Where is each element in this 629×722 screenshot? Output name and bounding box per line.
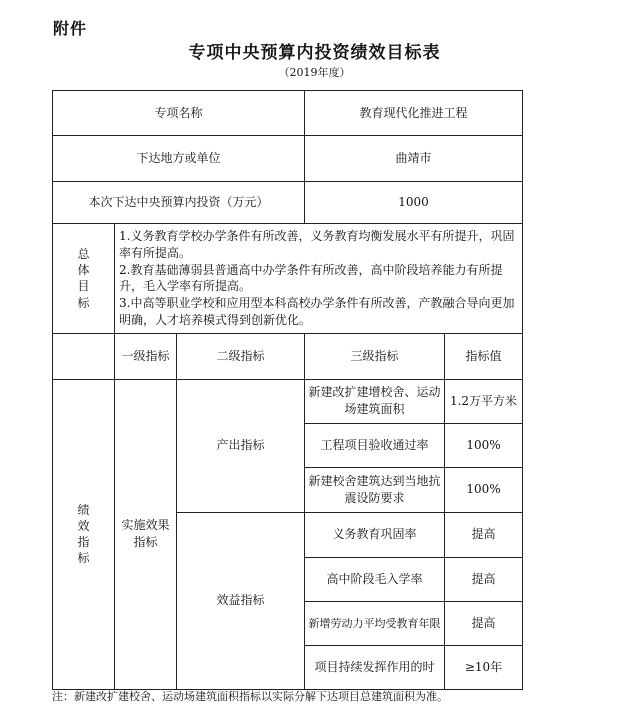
overall-goal-label: [53, 224, 115, 334]
benefit-item-value: 提高: [445, 601, 523, 645]
output-item-name: 新建校舍建筑达到当地抗震设防要求: [305, 467, 445, 512]
table-row: [53, 136, 523, 182]
table-row: [53, 379, 523, 423]
goal-item: 3.中高等职业学校和应用型本科高校办学条件有所改善，产教融合导向更加明确，人才培养模式得到创新优化。: [119, 296, 515, 327]
footnote: 注：新建改扩建校舍、运动场建筑面积指标以实际分解下达项目总建筑面积为准。: [52, 690, 448, 703]
output-item-value: 100%: [445, 467, 523, 512]
output-item-name: 新建改扩建增校舍、运动场建筑面积: [305, 379, 445, 423]
performance-table: [52, 90, 523, 690]
table-row: [53, 91, 523, 136]
output-item-value: 1.2万平方米: [445, 379, 523, 423]
performance-indicator-label: [53, 379, 115, 689]
benefit-item-name: 高中阶段毛入学率: [305, 557, 445, 601]
recipient-value: 曲靖市: [305, 136, 523, 182]
project-name-label: 专项名称: [53, 91, 305, 136]
header-empty-cell: [53, 333, 115, 379]
header-level1: 一级指标: [115, 333, 177, 379]
year-label: （2019年度）: [278, 66, 351, 79]
benefit-item-name: 义务教育巩固率: [305, 512, 445, 557]
benefit-item-name: 新增劳动力平均受教育年限: [305, 601, 445, 645]
table-row: [53, 182, 523, 224]
benefit-item-value: 提高: [445, 512, 523, 557]
page-title: 专项中央预算内投资绩效目标表: [188, 43, 441, 63]
goal-item: 1.义务教育学校办学条件有所改善，义务教育均衡发展水平有所提升，巩固率有所提高。: [119, 229, 515, 260]
attachment-label: 附件: [53, 19, 88, 38]
header-value: 指标值: [445, 333, 523, 379]
benefit-item-name: 项目持续发挥作用的时: [305, 645, 445, 689]
level1-indicator-text: 实施效果指标: [121, 518, 170, 550]
benefit-item-value: 提高: [445, 557, 523, 601]
output-item-value: 100%: [445, 423, 523, 467]
header-level2: 二级指标: [177, 333, 305, 379]
project-name-value: 教育现代化推进工程: [305, 91, 523, 136]
benefit-indicator: 效益指标: [177, 512, 305, 689]
output-item-name: 工程项目验收通过率: [305, 423, 445, 467]
overall-goal-label-text: 总体目标: [77, 247, 90, 310]
goal-item: 2.教育基础薄弱县普通高中办学条件有所改善，高中阶段培养能力有所提升，毛入学率有所提高。: [119, 262, 503, 294]
overall-goal-content: [115, 224, 523, 334]
investment-label: 本次下达中央预算内投资（万元）: [53, 182, 305, 224]
recipient-label: 下达地方或单位: [53, 136, 305, 182]
performance-indicator-label-text: 绩效指标: [77, 502, 90, 566]
level1-indicator: [115, 379, 177, 689]
table-header-row: [53, 333, 523, 379]
output-indicator: 产出指标: [177, 379, 305, 512]
investment-value: 1000: [305, 182, 523, 224]
benefit-item-value: ≥10年: [445, 645, 523, 689]
header-level3: 三级指标: [305, 333, 445, 379]
table-row: [53, 224, 523, 334]
